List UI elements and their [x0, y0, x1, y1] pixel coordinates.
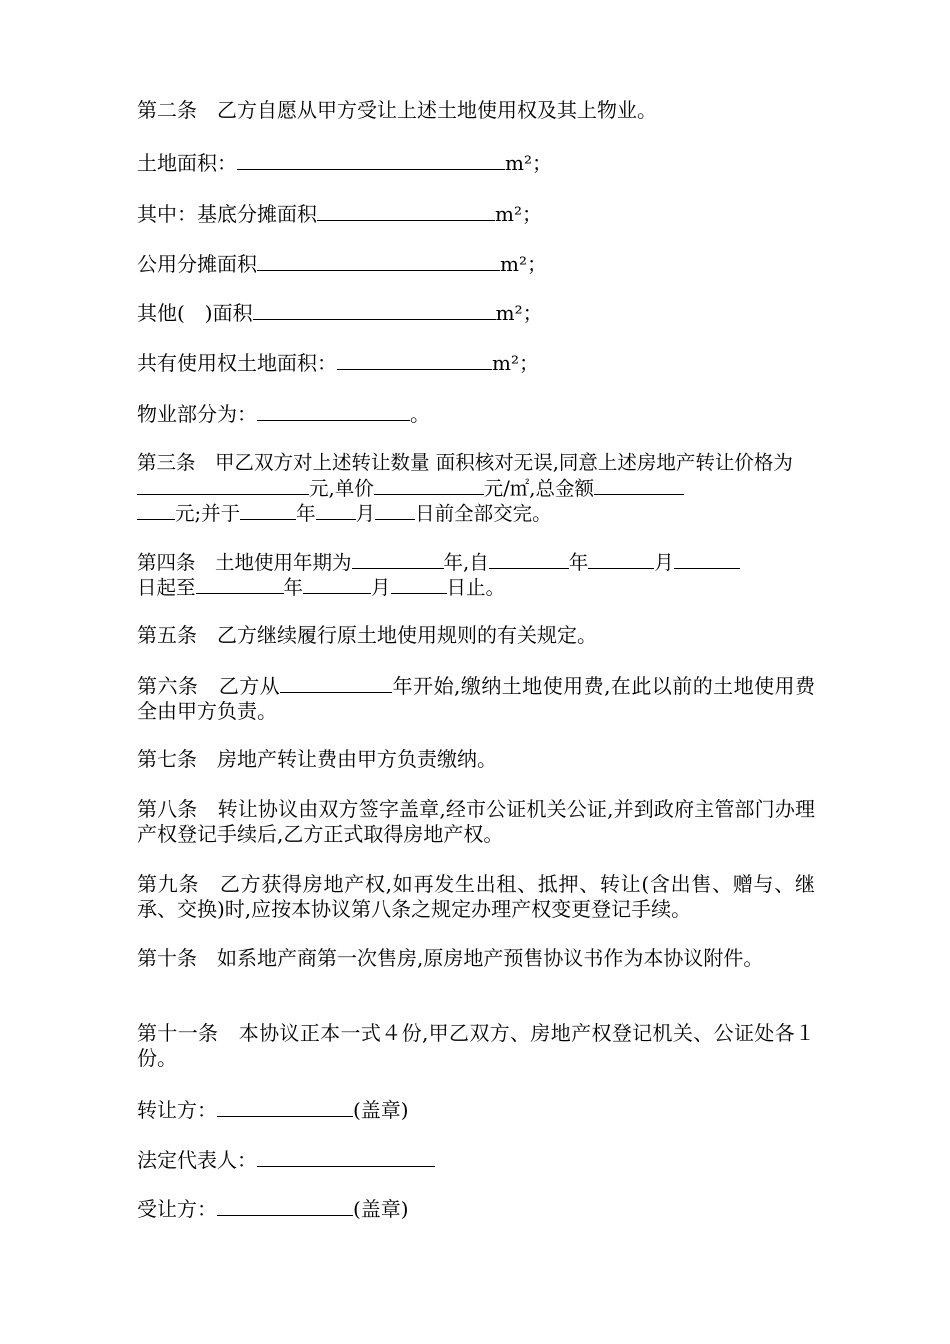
transferor-blank[interactable]: [217, 1097, 353, 1117]
transferor-seal: (盖章): [353, 1098, 409, 1122]
article-4-year-from: 年,自: [443, 551, 489, 574]
article-8: 第八条 转让协议由双方签字盖章,经市公证机关公证,并到政府主管部门办理产权登记手续后,乙方正式取得房地产权。: [137, 797, 815, 846]
article-3-price-blank[interactable]: [137, 475, 309, 495]
article-3-yuan: 元,单价: [309, 477, 374, 500]
land-area-line: [137, 150, 815, 176]
article-10: 第十条 如系地产商第一次售房,原房地产预售协议书作为本协议附件。: [137, 946, 764, 970]
article-6-rest: 年开始,缴纳土地使用费,在此以前的土地使用费全由甲方负责。: [137, 674, 816, 723]
article-3-unit-price-blank[interactable]: [374, 475, 484, 495]
public-area-unit: m²；: [500, 252, 547, 276]
transferee-line: [137, 1196, 815, 1222]
shared-area-label: 共有使用权土地面积：: [137, 351, 337, 375]
article-3-month-blank[interactable]: [316, 500, 356, 520]
article-3-total-blank[interactable]: [594, 475, 684, 495]
article-4-month2: 月: [371, 576, 391, 599]
article-4-start-month-blank[interactable]: [588, 549, 654, 569]
legal-rep-line: [137, 1147, 815, 1173]
article-4-line-2: [137, 574, 815, 600]
base-area-unit: m²；: [495, 202, 542, 226]
article-4-start-year-blank[interactable]: [489, 549, 569, 569]
article-3-end: 日前全部交完。: [415, 502, 552, 525]
land-area-unit: m²；: [505, 151, 552, 175]
other-area-label: 其他( )面积: [137, 301, 253, 325]
article-4-start-day-blank[interactable]: [674, 549, 740, 569]
article-3-total-blank-cont[interactable]: [137, 500, 175, 520]
transferee-seal: (盖章): [353, 1197, 409, 1221]
article-2: 第二条 乙方自愿从甲方受让上述土地使用权及其上物业。: [137, 98, 657, 122]
article-6-year-blank[interactable]: [280, 673, 392, 693]
property-part-end: 。: [410, 402, 430, 426]
public-area-line: [137, 251, 815, 277]
article-4-end-month-blank[interactable]: [303, 574, 371, 594]
base-area-line: [137, 201, 815, 227]
transferee-label: 受让方：: [137, 1197, 217, 1221]
article-4-month: 月: [654, 551, 674, 574]
article-9: 第九条 乙方获得房地产权,如再发生出租、抵押、转让(含出售、赠与、继承、交换)时,应按本协议第八条之规定办理产权变更登记手续。: [137, 872, 815, 921]
article-3-line-1: [137, 450, 815, 475]
transferor-label: 转让方：: [137, 1098, 217, 1122]
other-area-blank[interactable]: [253, 300, 496, 320]
other-area-line: [137, 300, 815, 326]
property-part-line: [137, 401, 815, 427]
article-6-lead: 第六条 乙方从: [137, 674, 281, 698]
article-3-line-1b: [137, 475, 815, 501]
article-4-day-to: 日起至: [137, 576, 196, 599]
public-area-blank[interactable]: [257, 251, 500, 271]
transferee-blank[interactable]: [217, 1196, 353, 1216]
base-area-label: 其中：基底分摊面积: [137, 202, 317, 226]
article-3-per-m2: 元/㎡,总金额: [483, 477, 594, 500]
article-6: [137, 673, 815, 724]
article-4-end: 日止。: [446, 576, 506, 599]
article-4-years-blank[interactable]: [352, 549, 444, 569]
article-11: 第十一条 本协议正本一式４份,甲乙双方、房地产权登记机关、公证处各１份。: [137, 1021, 815, 1070]
article-5: 第五条 乙方继续履行原土地使用规则的有关规定。: [137, 623, 597, 647]
article-3-year: 年: [296, 502, 316, 525]
article-3-yuan2: 元;并于: [175, 502, 241, 525]
article-3-line-2: [137, 500, 815, 526]
article-4-end-day-blank[interactable]: [391, 574, 447, 594]
article-3-lead: 第三条 甲乙双方对上述转让数量 面积核对无误,同意上述房地产转让价格为: [137, 451, 793, 474]
land-area-label: 土地面积：: [137, 151, 237, 175]
article-4-year2: 年: [283, 576, 304, 599]
article-3-day-blank[interactable]: [375, 500, 415, 520]
shared-area-line: [137, 350, 815, 376]
public-area-label: 公用分摊面积: [137, 252, 257, 276]
article-4-lead: 第四条 土地使用年期为: [137, 551, 352, 574]
property-part-label: 物业部分为：: [137, 402, 257, 426]
base-area-blank[interactable]: [317, 201, 495, 221]
article-4-year: 年: [568, 551, 589, 574]
legal-rep-label: 法定代表人：: [137, 1148, 257, 1172]
article-4-end-year-blank[interactable]: [196, 574, 284, 594]
transferor-line: [137, 1097, 815, 1123]
other-area-unit: m²；: [495, 301, 543, 325]
legal-rep-blank[interactable]: [257, 1147, 435, 1167]
shared-area-blank[interactable]: [337, 350, 492, 370]
article-3-year-blank[interactable]: [240, 500, 296, 520]
article-7: 第七条 房地产转让费由甲方负责缴纳。: [137, 747, 497, 771]
land-area-blank[interactable]: [237, 150, 505, 170]
property-part-blank[interactable]: [257, 401, 410, 421]
article-4-line-1: [137, 549, 815, 575]
article-3-month: 月: [355, 502, 376, 525]
shared-area-unit: m²；: [492, 351, 539, 375]
